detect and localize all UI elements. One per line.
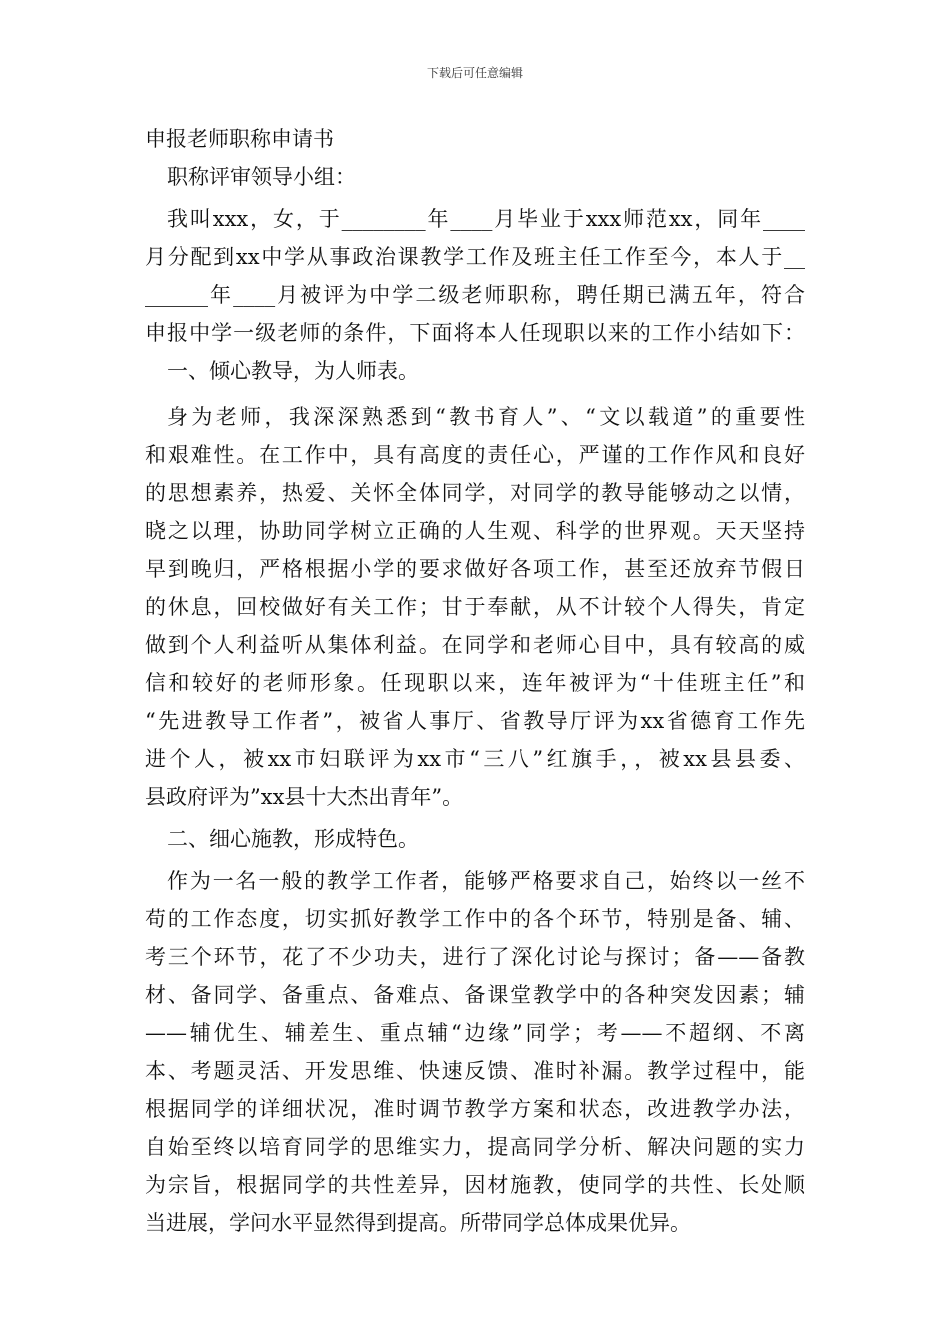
- paragraph-line: 苟的工作态度，切实抓好教学工作中的各个环节，特别是备、辅、: [145, 907, 805, 931]
- paragraph-line: 信和较好的老师形象。任现职以来，连年被评为“十佳班主任”和: [145, 671, 805, 695]
- paragraph-line: 自始至终以培育同学的思维实力，提高同学分析、解决问题的实力: [145, 1135, 805, 1159]
- paragraph-line: 月分配到xx中学从事政治课教学工作及班主任工作至今，本人于__: [145, 245, 805, 269]
- paragraph-line: ______年____月被评为中学二级老师职称，聘任期已满五年，符合: [145, 283, 805, 307]
- paragraph-line: “先进教导工作者”，被省人事厅、省教导厅评为xx省德育工作先: [145, 709, 805, 733]
- paragraph-line: 晓之以理，协助同学树立正确的人生观、科学的世界观。天天坚持: [145, 519, 805, 543]
- paragraph-line: 和艰难性。在工作中，具有高度的责任心，严谨的工作作风和良好: [145, 443, 805, 467]
- page-header-note: 下载后可任意编辑: [426, 66, 523, 80]
- paragraph-line: 为宗旨，根据同学的共性差异，因材施教，使同学的共性、长处顺: [145, 1173, 805, 1197]
- paragraph-line: 考三个环节，花了不少功夫，进行了深化讨论与探讨；备——备教: [145, 945, 805, 969]
- paragraph-line: 的思想素养，热爱、关怀全体同学，对同学的教导能够动之以情，: [145, 481, 805, 505]
- document-title: 申报老师职称申请书: [145, 127, 334, 151]
- paragraph-line: 早到晚归，严格根据小学的要求做好各项工作，甚至还放弃节假日: [145, 557, 805, 581]
- paragraph-line: 根据同学的详细状况，准时调节教学方案和状态，改进教学办法，: [145, 1097, 805, 1121]
- paragraph-line: 申报中学一级老师的条件，下面将本人任现职以来的工作小结如下：: [145, 321, 805, 345]
- paragraph-line: 县政府评为”xx县十大杰出青年”。: [145, 785, 464, 809]
- section-heading: 二、细心施教，形成特色。: [167, 827, 419, 851]
- paragraph-line: 身为老师，我深深熟悉到“教书育人”、“文以载道”的重要性: [167, 405, 805, 429]
- paragraph-line: 材、备同学、备重点、备难点、备课堂教学中的各种突发因素；辅: [145, 983, 805, 1007]
- paragraph-line: 当进展，学问水平显然得到提高。所带同学总体成果优异。: [145, 1211, 691, 1235]
- salutation: 职称评审领导小组：: [167, 165, 356, 189]
- paragraph-line: 的休息，回校做好有关工作；甘于奉献，从不计较个人得失，肯定: [145, 595, 805, 619]
- paragraph-line: 进个人，被xx市妇联评为xx市“三八”红旗手，，被xx县县委、: [145, 747, 805, 771]
- paragraph-line: 本、考题灵活、开发思维、快速反馈、准时补漏。教学过程中，能: [145, 1059, 805, 1083]
- section-heading: 一、倾心教导，为人师表。: [167, 359, 419, 383]
- paragraph-line: 我叫xxx，女，于________年____月毕业于xxx师范xx，同年____: [167, 207, 805, 231]
- paragraph-line: 作为一名一般的教学工作者，能够严格要求自己，始终以一丝不: [167, 869, 805, 893]
- paragraph-line: ——辅优生、辅差生、重点辅“边缘”同学；考——不超纲、不离: [145, 1021, 805, 1045]
- paragraph-line: 做到个人利益听从集体利益。在同学和老师心目中，具有较高的威: [145, 633, 805, 657]
- document-body: [145, 120, 805, 1242]
